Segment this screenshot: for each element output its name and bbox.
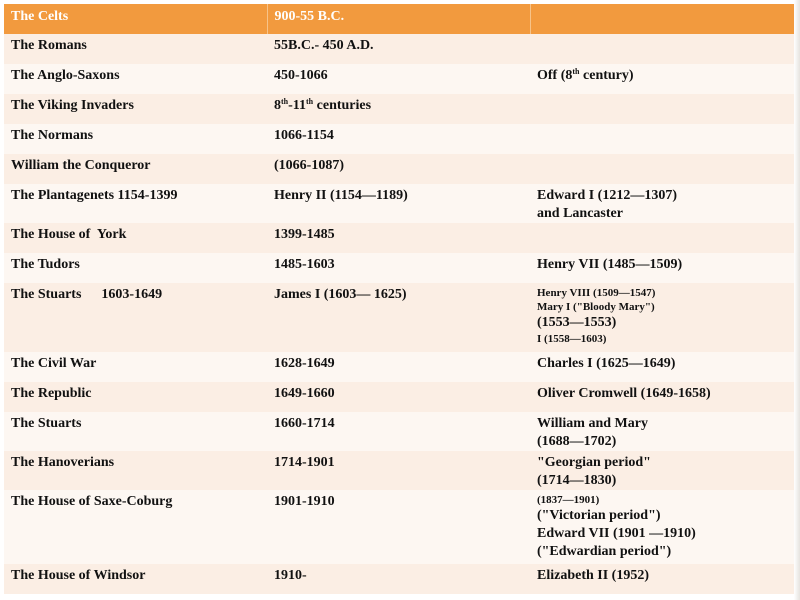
notes-cell: William and Mary (1688—1702) [530, 412, 795, 451]
dates-cell: 1485-1603 [267, 253, 530, 283]
table-row [4, 564, 795, 594]
table-row [4, 64, 795, 94]
period-cell: The Romans [4, 34, 267, 64]
notes-cell: Edward I (1212—1307) and Lancaster [530, 184, 795, 223]
header-notes [530, 4, 795, 34]
table-row [4, 382, 795, 412]
dates-cell: 8th-11th centuries [267, 94, 530, 124]
dates-cell: 1660-1714 [267, 412, 530, 451]
dates-cell: Henry II (1154—1189) [267, 184, 530, 223]
dates-cell: 1901-1910 [267, 490, 530, 564]
dates-cell: 1910- [267, 564, 530, 594]
history-table [4, 4, 795, 594]
table-row [4, 94, 795, 124]
notes-cell [530, 94, 795, 124]
notes-cell: Henry VIII (1509—1547) Mary I ("Bloody Mary") (1553—1553) I (1558—1603) [530, 283, 795, 352]
notes-cell [530, 124, 795, 154]
dates-cell: 1628-1649 [267, 352, 530, 382]
notes-cell: Henry VII (1485—1509) [530, 253, 795, 283]
period-cell: The Civil War [4, 352, 267, 382]
table-row [4, 490, 795, 564]
table-row [4, 283, 795, 352]
dates-cell: 55B.C.- 450 A.D. [267, 34, 530, 64]
notes-cell [530, 223, 795, 253]
notes-cell: Off (8th century) [530, 64, 795, 94]
notes-cell: (1837—1901) ("Victorian period") Edward VII (1901 —1910) ("Edwardian period") [530, 490, 795, 564]
period-cell: William the Conqueror [4, 154, 267, 184]
dates-cell: James I (1603— 1625) [267, 283, 530, 352]
period-cell: The Plantagenets 1154-1399 [4, 184, 267, 223]
period-cell: The Stuarts 1603-1649 [4, 283, 267, 352]
period-cell: The Anglo-Saxons [4, 64, 267, 94]
dates-cell: 1649-1660 [267, 382, 530, 412]
table-row [4, 451, 795, 490]
notes-cell: Elizabeth II (1952) [530, 564, 795, 594]
period-cell: The Normans [4, 124, 267, 154]
dates-cell: 450-1066 [267, 64, 530, 94]
dates-cell: 1066-1154 [267, 124, 530, 154]
notes-cell: Charles I (1625—1649) [530, 352, 795, 382]
period-cell: The Stuarts [4, 412, 267, 451]
table-row [4, 223, 795, 253]
period-cell: The Tudors [4, 253, 267, 283]
dates-cell: 1399-1485 [267, 223, 530, 253]
period-cell: The Hanoverians [4, 451, 267, 490]
period-cell: The House of Saxe-Coburg [4, 490, 267, 564]
period-cell: The Republic [4, 382, 267, 412]
header-period: The Celts [4, 4, 267, 34]
period-cell: The Viking Invaders [4, 94, 267, 124]
table-row [4, 184, 795, 223]
notes-cell [530, 34, 795, 64]
slide-edge [794, 0, 800, 600]
table-header-row [4, 4, 795, 34]
dates-cell: 1714-1901 [267, 451, 530, 490]
period-cell: The House of York [4, 223, 267, 253]
table-row [4, 124, 795, 154]
dates-cell: (1066-1087) [267, 154, 530, 184]
period-cell: The House of Windsor [4, 564, 267, 594]
notes-cell: Oliver Cromwell (1649-1658) [530, 382, 795, 412]
table-row [4, 412, 795, 451]
table-row [4, 253, 795, 283]
table-row [4, 154, 795, 184]
table-row [4, 34, 795, 64]
header-dates: 900-55 B.C. [267, 4, 530, 34]
notes-cell [530, 154, 795, 184]
table-row [4, 352, 795, 382]
notes-cell: "Georgian period" (1714—1830) [530, 451, 795, 490]
